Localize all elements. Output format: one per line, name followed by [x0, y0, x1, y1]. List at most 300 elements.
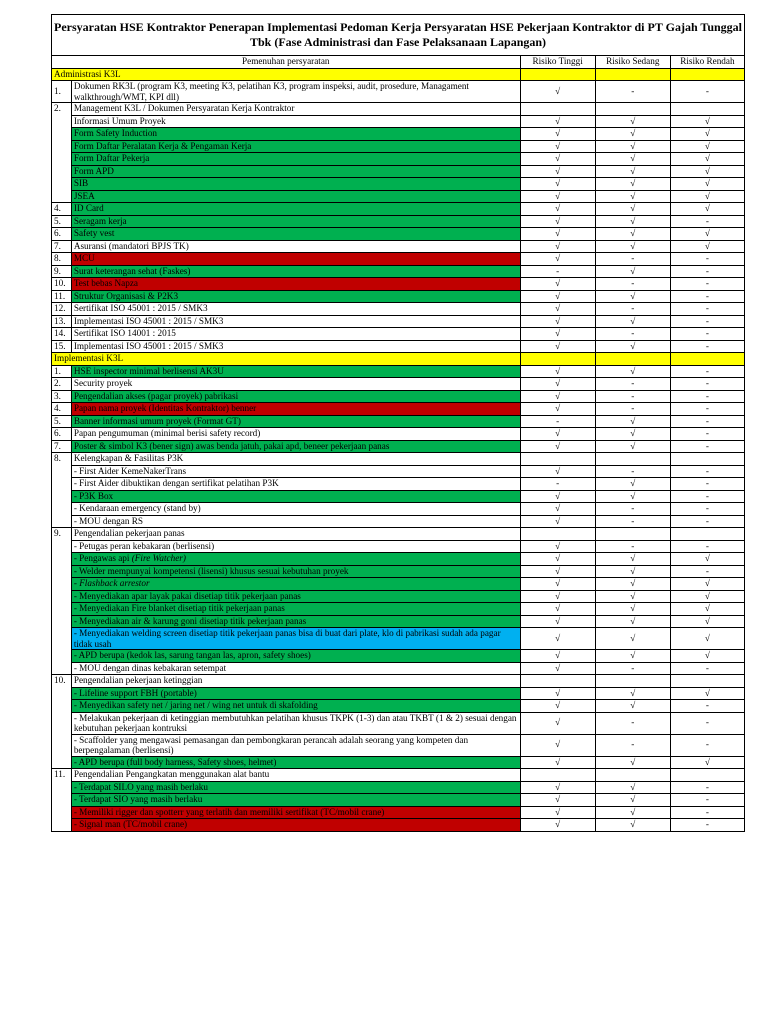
risk-low-cell: √ [670, 628, 744, 650]
requirement-text [71, 490, 520, 503]
risk-medium-cell: - [595, 540, 670, 553]
row-number [52, 712, 72, 734]
row-number [52, 662, 72, 675]
risk-high-cell: √ [520, 603, 595, 616]
row-number: 10. [52, 278, 72, 291]
table-row [52, 365, 745, 378]
requirement-text [71, 540, 520, 553]
risk-high-cell: √ [520, 128, 595, 141]
risk-low-cell: - [670, 378, 744, 391]
risk-medium-cell: √ [595, 478, 670, 491]
risk-medium-cell: - [595, 378, 670, 391]
requirement-label: Implementasi ISO 45001 : 2015 / SMK3 [73, 315, 224, 326]
requirement-label: - Menyediakan Fire blanket disetiap titik pekerjaan panas [73, 603, 285, 613]
requirement-text [71, 115, 520, 128]
risk-medium-cell: √ [595, 687, 670, 700]
risk-medium-cell: √ [595, 440, 670, 453]
row-number: 14. [52, 328, 72, 341]
row-number: 9. [52, 265, 72, 278]
risk-medium-cell: √ [595, 603, 670, 616]
risk-low-cell [670, 103, 744, 116]
risk-high-cell [520, 453, 595, 466]
requirement-text [71, 165, 520, 178]
risk-low-cell: √ [670, 553, 744, 566]
risk-low-cell: - [670, 540, 744, 553]
requirement-label: JSEA [73, 190, 95, 201]
risk-high-cell: √ [520, 806, 595, 819]
requirement-text [71, 700, 520, 713]
risk-low-cell: - [670, 515, 744, 528]
risk-low-cell: - [670, 365, 744, 378]
risk-high-cell: - [520, 415, 595, 428]
requirement-text [71, 615, 520, 628]
risk-low-cell [670, 528, 744, 541]
risk-high-cell: √ [520, 340, 595, 353]
requirement-text [71, 578, 520, 591]
row-number: 6. [52, 428, 72, 441]
requirement-label: - APD berupa (kedok las, sarung tangan las, apron, safety shoes) [73, 650, 311, 660]
risk-low-cell: √ [670, 165, 744, 178]
requirement-label: Papan nama proyek (Identitas Kontraktor) benner [73, 403, 257, 413]
risk-high-cell: √ [520, 578, 595, 591]
row-number: 10. [52, 675, 72, 688]
risk-low-cell [670, 675, 744, 688]
table-row [52, 403, 745, 416]
requirement-label: Struktur Organisasi & P2K3 [73, 290, 179, 301]
requirement-label: - Menyedikan safety net / jaring net / wing net untuk di skafolding [73, 700, 318, 710]
requirement-label: - Menyediakan apar layak pakai disetiap titik pekerjaan panas [73, 590, 301, 601]
risk-low-cell [670, 453, 744, 466]
risk-high-cell: √ [520, 378, 595, 391]
risk-low-cell: √ [670, 115, 744, 128]
table-row [52, 590, 745, 603]
risk-high-cell: √ [520, 700, 595, 713]
requirement-text [71, 103, 520, 116]
risk-low-cell: √ [670, 128, 744, 141]
risk-high-cell [520, 528, 595, 541]
table-row [52, 700, 745, 713]
risk-high-cell [520, 769, 595, 782]
table-row [52, 290, 745, 303]
requirement-text [71, 503, 520, 516]
row-number [52, 178, 72, 191]
risk-medium-cell [595, 103, 670, 116]
risk-low-cell: √ [670, 590, 744, 603]
table-row [52, 315, 745, 328]
table-row [52, 440, 745, 453]
risk-medium-cell: - [595, 662, 670, 675]
requirement-text [71, 478, 520, 491]
risk-medium-cell: - [595, 390, 670, 403]
header-risk-medium: Risiko Sedang [595, 56, 670, 69]
risk-medium-cell: √ [595, 203, 670, 216]
requirement-label: - Terdapat SIO yang masih berlaku [73, 794, 203, 804]
risk-high-cell: √ [520, 819, 595, 832]
risk-high-cell: √ [520, 228, 595, 241]
requirement-text [71, 253, 520, 266]
risk-high-cell: √ [520, 178, 595, 191]
requirement-text [71, 340, 520, 353]
row-number [52, 806, 72, 819]
risk-medium-cell [595, 528, 670, 541]
risk-high-cell: √ [520, 365, 595, 378]
requirement-text [71, 81, 520, 103]
row-number [52, 165, 72, 178]
risk-medium-cell: √ [595, 578, 670, 591]
risk-high-cell: √ [520, 781, 595, 794]
table-row [52, 81, 745, 103]
header-risk-low: Risiko Rendah [670, 56, 744, 69]
table-row [52, 794, 745, 807]
risk-low-cell: √ [670, 578, 744, 591]
risk-low-cell: - [670, 403, 744, 416]
table-row [52, 190, 745, 203]
requirement-label: - MOU dengan dinas kebakaran setempat [73, 662, 227, 673]
risk-low-cell [670, 769, 744, 782]
requirement-label: - MOU dengan RS [73, 515, 143, 526]
requirement-label: - Welder mempunyai kompetensi (lisensi) khusus sesuai kebutuhan proyek [73, 565, 349, 576]
table-row [52, 662, 745, 675]
risk-medium-cell: - [595, 734, 670, 756]
risk-low-cell: - [670, 440, 744, 453]
risk-medium-cell: √ [595, 315, 670, 328]
table-row [52, 565, 745, 578]
requirement-text [71, 734, 520, 756]
risk-low-cell: - [670, 478, 744, 491]
table-row [52, 328, 745, 341]
row-number [52, 565, 72, 578]
risk-low-cell: - [670, 662, 744, 675]
row-number: 1. [52, 365, 72, 378]
requirement-label: Sertifikat ISO 14001 : 2015 [73, 328, 176, 338]
risk-medium-cell: √ [595, 650, 670, 663]
risk-high-cell: √ [520, 565, 595, 578]
requirement-label: Form Daftar Pekerja [73, 153, 150, 163]
requirement-text [71, 428, 520, 441]
row-number: 2. [52, 378, 72, 391]
row-number: 4. [52, 203, 72, 216]
header-requirement: Pemenuhan persyaratan [52, 56, 521, 69]
requirement-label: Safety vest [73, 228, 115, 238]
risk-low-cell: √ [670, 228, 744, 241]
risk-high-cell: √ [520, 328, 595, 341]
risk-medium-cell: - [595, 712, 670, 734]
row-number: 5. [52, 215, 72, 228]
row-number: 8. [52, 453, 72, 466]
table-row [52, 465, 745, 478]
risk-low-cell: √ [670, 615, 744, 628]
requirement-label: Banner informasi umum proyek (Format GT) [73, 415, 241, 426]
risk-low-cell: - [670, 700, 744, 713]
requirement-text [71, 240, 520, 253]
requirement-text [71, 178, 520, 191]
requirement-label: Poster & simbol K3 (bener sign) awas benda jatuh, pakai apd, beneer pekerjaan panas [73, 440, 390, 451]
section-cell [595, 68, 670, 81]
risk-medium-cell: √ [595, 428, 670, 441]
row-number: 15. [52, 340, 72, 353]
risk-low-cell: √ [670, 240, 744, 253]
risk-high-cell: √ [520, 253, 595, 266]
requirement-label: - APD berupa (full body harness, Safety shoes, helmet) [73, 756, 277, 767]
requirement-text [71, 553, 520, 566]
section-cell [520, 68, 595, 81]
requirements-table [51, 14, 745, 832]
requirement-text [71, 128, 520, 141]
requirement-text [71, 290, 520, 303]
requirement-text [71, 819, 520, 832]
row-number [52, 540, 72, 553]
risk-high-cell: √ [520, 215, 595, 228]
section-title: Implementasi K3L [52, 353, 521, 366]
requirement-label: - Pengawas api [73, 553, 132, 563]
risk-medium-cell: √ [595, 794, 670, 807]
table-row [52, 515, 745, 528]
requirement-label: Sertifikat ISO 45001 : 2015 / SMK3 [73, 303, 208, 313]
table-row [52, 578, 745, 591]
row-number: 4. [52, 403, 72, 416]
row-number: 7. [52, 240, 72, 253]
requirement-text [71, 190, 520, 203]
risk-low-cell: √ [670, 650, 744, 663]
risk-medium-cell: - [595, 253, 670, 266]
risk-low-cell: - [670, 734, 744, 756]
row-number [52, 578, 72, 591]
requirement-label: Test bebas Napza [73, 278, 138, 288]
row-number [52, 553, 72, 566]
requirement-text [71, 203, 520, 216]
row-number: 8. [52, 253, 72, 266]
section-cell [595, 353, 670, 366]
requirement-label: ID Card [73, 203, 104, 213]
requirement-label: Management K3L / Dokumen Persyaratan Kerja Kontraktor [73, 103, 295, 113]
risk-medium-cell [595, 453, 670, 466]
requirement-label: - Petugas peran kebakaran (berlisensi) [73, 540, 215, 551]
requirement-text [71, 390, 520, 403]
table-row [52, 553, 745, 566]
row-number [52, 603, 72, 616]
risk-high-cell: √ [520, 553, 595, 566]
risk-high-cell: √ [520, 540, 595, 553]
risk-high-cell: √ [520, 403, 595, 416]
risk-high-cell: √ [520, 650, 595, 663]
risk-low-cell: - [670, 490, 744, 503]
requirement-label: - Signal man (TC/mobil crane) [73, 819, 188, 829]
table-row [52, 228, 745, 241]
risk-low-cell: - [670, 781, 744, 794]
requirement-text [71, 781, 520, 794]
row-number: 7. [52, 440, 72, 453]
risk-medium-cell: - [595, 503, 670, 516]
risk-low-cell: - [670, 390, 744, 403]
risk-medium-cell: √ [595, 228, 670, 241]
risk-medium-cell: - [595, 303, 670, 316]
requirement-label: - Memiliki rigger dan spotterr yang terlatih dan memiliki sertifikat (TC/mobil crane) [73, 806, 385, 817]
risk-high-cell: √ [520, 503, 595, 516]
section-row [52, 353, 745, 366]
table-row [52, 478, 745, 491]
risk-medium-cell: - [595, 81, 670, 103]
requirement-label: Seragam kerja [73, 215, 127, 226]
risk-medium-cell: √ [595, 819, 670, 832]
requirement-label: SIB [73, 178, 89, 188]
table-row [52, 278, 745, 291]
row-number [52, 115, 72, 128]
row-number: 11. [52, 290, 72, 303]
table-row [52, 628, 745, 650]
risk-low-cell: - [670, 806, 744, 819]
risk-low-cell: - [670, 315, 744, 328]
table-row [52, 415, 745, 428]
row-number [52, 190, 72, 203]
risk-medium-cell: √ [595, 340, 670, 353]
table-row [52, 340, 745, 353]
table-row [52, 528, 745, 541]
requirement-label: - P3K Box [73, 490, 114, 501]
risk-medium-cell: √ [595, 265, 670, 278]
risk-low-cell: √ [670, 140, 744, 153]
risk-medium-cell: - [595, 278, 670, 291]
risk-medium-cell: √ [595, 615, 670, 628]
risk-high-cell: √ [520, 515, 595, 528]
requirement-text [71, 769, 520, 782]
row-number: 9. [52, 528, 72, 541]
risk-low-cell: √ [670, 153, 744, 166]
risk-high-cell: √ [520, 662, 595, 675]
risk-high-cell: √ [520, 628, 595, 650]
row-number [52, 734, 72, 756]
row-number [52, 794, 72, 807]
table-row [52, 140, 745, 153]
row-number [52, 700, 72, 713]
row-number [52, 140, 72, 153]
requirement-text [71, 415, 520, 428]
risk-low-cell: √ [670, 178, 744, 191]
row-number [52, 478, 72, 491]
risk-medium-cell: √ [595, 781, 670, 794]
requirement-text [71, 403, 520, 416]
risk-high-cell: √ [520, 81, 595, 103]
row-number [52, 590, 72, 603]
row-number [52, 615, 72, 628]
risk-high-cell: √ [520, 390, 595, 403]
risk-low-cell: - [670, 794, 744, 807]
risk-medium-cell: √ [595, 215, 670, 228]
requirement-label: Pengendalian akses (pagar proyek) pabrikasi [73, 390, 239, 401]
requirement-text [71, 440, 520, 453]
requirement-text [71, 675, 520, 688]
risk-high-cell: √ [520, 615, 595, 628]
row-number [52, 490, 72, 503]
table-row [52, 153, 745, 166]
risk-low-cell: √ [670, 756, 744, 769]
table-row [52, 378, 745, 391]
requirement-label: MCU [73, 253, 95, 263]
risk-high-cell: √ [520, 278, 595, 291]
risk-low-cell: - [670, 819, 744, 832]
row-number [52, 153, 72, 166]
risk-high-cell: √ [520, 687, 595, 700]
header-risk-high: Risiko Tinggi [520, 56, 595, 69]
requirement-label: Form Safety Induction [73, 128, 158, 138]
table-row [52, 103, 745, 116]
risk-medium-cell: √ [595, 190, 670, 203]
risk-high-cell: - [520, 265, 595, 278]
requirement-text [71, 153, 520, 166]
requirement-italic: Flashback arrestor [79, 578, 150, 588]
section-cell [670, 68, 744, 81]
risk-low-cell: - [670, 712, 744, 734]
risk-medium-cell: √ [595, 700, 670, 713]
risk-low-cell: - [670, 215, 744, 228]
row-number [52, 687, 72, 700]
risk-medium-cell: √ [595, 415, 670, 428]
risk-low-cell: - [670, 465, 744, 478]
row-number [52, 128, 72, 141]
requirement-text [71, 228, 520, 241]
requirement-text [71, 712, 520, 734]
header-row [52, 56, 745, 69]
requirement-text [71, 328, 520, 341]
risk-medium-cell: √ [595, 128, 670, 141]
requirement-label: Kelengkapan & Fasilitas P3K [73, 453, 184, 463]
table-row [52, 769, 745, 782]
requirement-text [71, 628, 520, 650]
requirement-text [71, 378, 520, 391]
risk-medium-cell: √ [595, 140, 670, 153]
risk-low-cell: √ [670, 190, 744, 203]
requirement-text [71, 565, 520, 578]
requirement-text [71, 453, 520, 466]
risk-medium-cell: √ [595, 240, 670, 253]
risk-high-cell: - [520, 478, 595, 491]
row-number: 12. [52, 303, 72, 316]
risk-high-cell: √ [520, 315, 595, 328]
requirement-label: - Scaffolder yang mengawasi pemasangan dan pembongkaran perancah adalah seorang yang kompeten dan berpengalaman (berlisensi) [73, 734, 469, 755]
risk-low-cell: - [670, 340, 744, 353]
row-number [52, 650, 72, 663]
risk-high-cell: √ [520, 153, 595, 166]
table-row [52, 490, 745, 503]
risk-medium-cell: √ [595, 178, 670, 191]
requirement-label: Form Daftar Peralatan Kerja & Pengaman Kerja [73, 140, 252, 151]
section-row [52, 68, 745, 81]
risk-low-cell: - [670, 415, 744, 428]
risk-low-cell: √ [670, 203, 744, 216]
table-row [52, 675, 745, 688]
requirement-label: - Menyediakan air & karung goni disetiap titik pekerjaan panas [73, 615, 307, 626]
requirement-label: - Terdapat SILO yang masih berlaku [73, 781, 208, 792]
row-number: 3. [52, 390, 72, 403]
table-row [52, 265, 745, 278]
row-number: 6. [52, 228, 72, 241]
table-row [52, 734, 745, 756]
table-row [52, 253, 745, 266]
risk-medium-cell: √ [595, 628, 670, 650]
risk-medium-cell: - [595, 403, 670, 416]
requirement-text [71, 528, 520, 541]
requirement-label: Surat keterangan sehat (Faskes) [73, 265, 191, 276]
risk-medium-cell: √ [595, 756, 670, 769]
table-row [52, 115, 745, 128]
risk-high-cell: √ [520, 465, 595, 478]
requirement-label: Form APD [73, 165, 114, 176]
risk-high-cell: √ [520, 303, 595, 316]
table-row [52, 712, 745, 734]
risk-low-cell: - [670, 81, 744, 103]
row-number [52, 756, 72, 769]
table-row [52, 756, 745, 769]
risk-low-cell: - [670, 278, 744, 291]
